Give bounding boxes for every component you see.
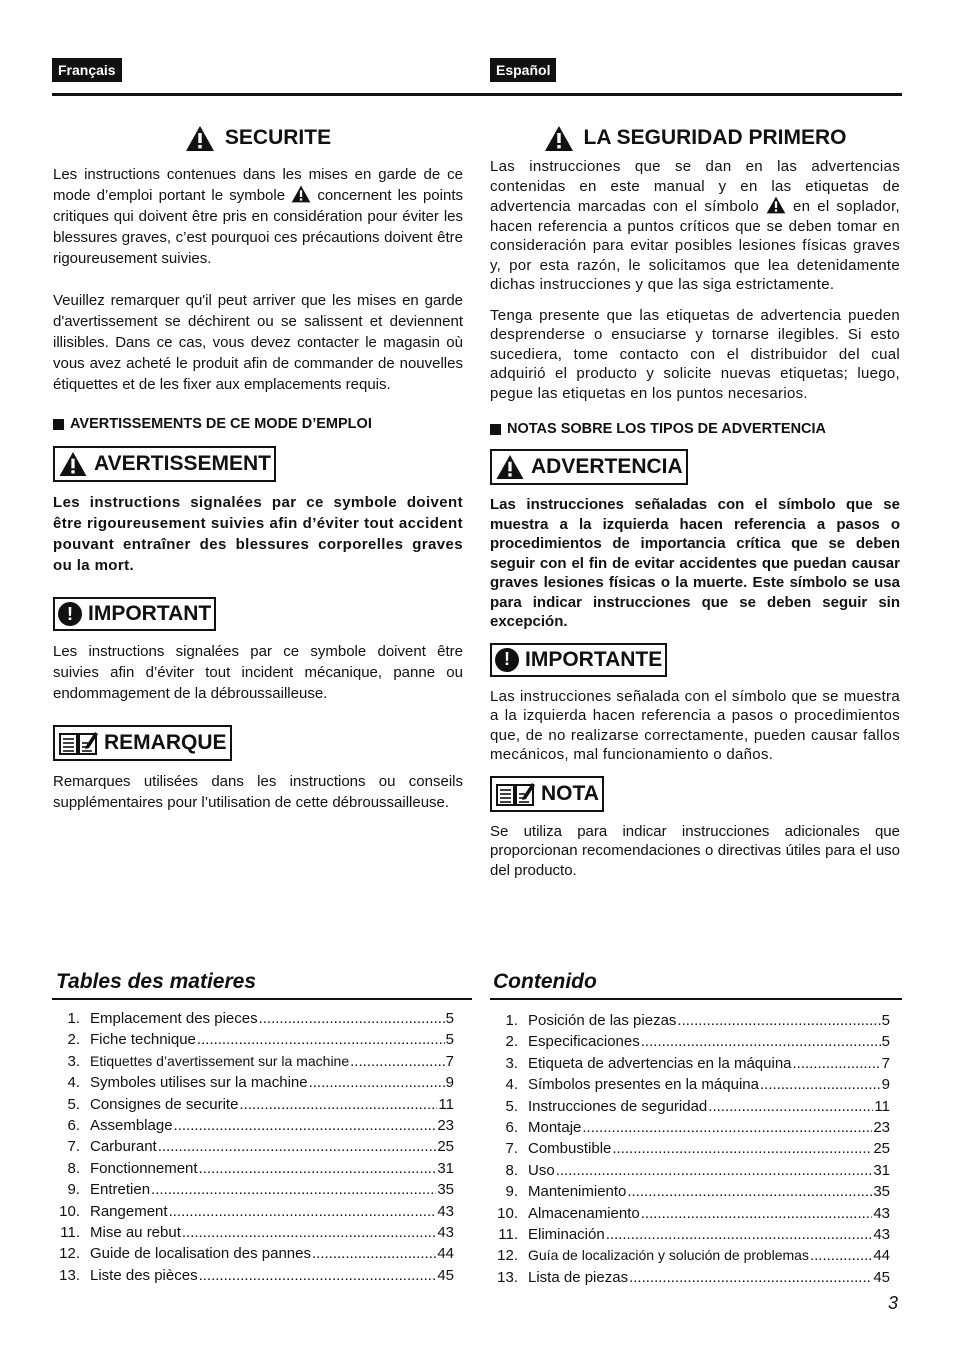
toc-entry-title: Montaje xyxy=(528,1118,582,1136)
intro-text-b: concernent les points critiques qui doivent être pris en considération pour éviter les blessures graves, c’est pourquoi ces précautions doivent être rigoureusement suivies. xyxy=(53,187,463,267)
toc-entry-title: Uso xyxy=(528,1161,555,1179)
toc-entry-leader xyxy=(793,1055,881,1072)
toc-entry-page: 25 xyxy=(437,1138,454,1156)
intro-text-a: Las instrucciones que se dan en las advertencias contenidas en este manual y en las etiquetas de advertencia marcadas con el símbolo xyxy=(490,158,900,215)
toc-entry-leader xyxy=(629,1269,872,1286)
important-label: IMPORTANT xyxy=(88,602,212,625)
spanish-column xyxy=(490,118,900,891)
toc-entry-leader xyxy=(612,1140,872,1157)
labels-paragraph: Veuillez remarquer qu'il peut arriver que les mises en garde d'avertissement se déchirent ou se salissent et deviennent illisibles. Dans ce cas, vous devez contacter le magasin où vous avez acheté le produit afin de commander de nouvelles étiquettes et de les fixer aux emplacements requis. xyxy=(53,292,463,393)
toc-entry-page: 11 xyxy=(438,1095,454,1113)
toc-entry-leader xyxy=(810,1247,872,1264)
french-column xyxy=(53,118,463,834)
exclamation-circle-icon: ! xyxy=(495,648,519,672)
warning-triangle-icon xyxy=(185,125,215,152)
toc-entry-page: 5 xyxy=(445,1031,454,1049)
intro-text-a: Les instructions contenues dans les mises en garde de ce mode d’emploi portant le symbole xyxy=(53,166,463,204)
toc-entry-leader xyxy=(169,1203,437,1220)
toc-entry-leader xyxy=(182,1224,436,1241)
toc-entry-page: 44 xyxy=(437,1245,454,1263)
toc-entry-number: 8. xyxy=(67,1159,80,1177)
toc-entry[interactable] xyxy=(490,1012,890,1033)
toc-entry-page: 5 xyxy=(881,1012,890,1029)
toc-entry-number: 12. xyxy=(59,1245,80,1263)
toc-entry-leader xyxy=(174,1117,437,1134)
toc-entry-number: 1. xyxy=(67,1010,80,1027)
toc-entry-number: 6. xyxy=(67,1116,80,1134)
important-text: Las instrucciones señalada con el símbolo que se muestra a la izquierda hacen referencia a pasos o procedimientos que, de no realizarse correctamente, pueden causar fallos mecánicos, mal funcionamiento o daños. xyxy=(490,687,900,763)
toc-entry-number: 5. xyxy=(67,1095,80,1113)
toc-entry[interactable] xyxy=(52,1224,454,1245)
toc-entry[interactable] xyxy=(52,1031,454,1052)
toc-entry[interactable] xyxy=(52,1010,454,1031)
toc-entry-number: 1. xyxy=(505,1012,518,1029)
toc-entry[interactable] xyxy=(52,1074,454,1095)
toc-entry[interactable] xyxy=(490,1098,890,1119)
intro-text-b: en el soplador, hacen referencia a puntos críticos que se deben tomar en consideración para evitar posibles lesiones físicas graves y, por esta razón, le solicitamos que lea detenidamente dichas instrucciones y que las siga estrictamente. xyxy=(490,198,901,293)
toc-entry-page: 35 xyxy=(437,1181,454,1199)
toc-entry-leader xyxy=(259,1010,445,1027)
toc-entry-title: Liste des pièces xyxy=(90,1266,198,1284)
toc-entry-page: 43 xyxy=(437,1202,454,1220)
toc-entry-number: 9. xyxy=(505,1183,518,1201)
toc-entry[interactable] xyxy=(490,1183,890,1204)
toc-entry-page: 44 xyxy=(873,1247,890,1265)
toc-entry[interactable] xyxy=(52,1160,454,1181)
page-number: 3 xyxy=(888,1293,899,1313)
toc-entry-page: 31 xyxy=(437,1159,454,1177)
toc-entry[interactable] xyxy=(490,1162,890,1183)
toc-entry-number: 12. xyxy=(497,1247,518,1265)
toc-entry-leader xyxy=(309,1074,445,1091)
toc-entry-leader xyxy=(606,1226,873,1243)
warning-label: AVERTISSEMENT xyxy=(94,452,271,475)
important-badge xyxy=(490,643,667,677)
toc-entry-leader xyxy=(641,1033,881,1050)
warning-triangle-icon xyxy=(544,125,574,152)
toc-entry-page: 23 xyxy=(873,1118,890,1136)
toc-entry-page: 35 xyxy=(873,1183,890,1201)
warning-badge xyxy=(490,449,688,485)
toc-entry-title: Fiche technique xyxy=(90,1031,196,1049)
toc-entry[interactable] xyxy=(490,1205,890,1226)
toc-entry-number: 3. xyxy=(67,1052,80,1070)
toc-entry-number: 7. xyxy=(505,1140,518,1158)
toc-entry-page: 45 xyxy=(873,1268,890,1286)
toc-entry-title: Eliminación xyxy=(528,1225,605,1243)
toc-entry[interactable] xyxy=(490,1055,890,1076)
toc-entry-number: 13. xyxy=(497,1268,518,1286)
section-title-text: SECURITE xyxy=(224,126,332,149)
toc-entry-title: Consignes de securite xyxy=(90,1095,239,1113)
note-label: NOTA xyxy=(541,781,599,805)
exclamation-circle-icon: ! xyxy=(58,602,82,626)
toc-entry-title: Especificaciones xyxy=(528,1033,640,1051)
toc-entry-leader xyxy=(197,1031,445,1048)
toc-entry-leader xyxy=(151,1181,436,1198)
toc-entry-number: 10. xyxy=(497,1204,518,1222)
toc-entry-page: 43 xyxy=(873,1225,890,1243)
section-title-es xyxy=(490,118,900,158)
toc-entry-title: Symboles utilises sur la machine xyxy=(90,1074,308,1092)
toc-entry-title: Etiquettes d’avertissement sur la machine xyxy=(90,1052,350,1069)
toc-entry-number: 7. xyxy=(67,1138,80,1156)
section-title-text: LA SEGURIDAD PRIMERO xyxy=(583,126,847,149)
important-badge xyxy=(53,597,216,631)
language-tab-french: Français xyxy=(52,58,122,82)
toc-entry[interactable] xyxy=(52,1117,454,1138)
toc-entry[interactable] xyxy=(52,1245,454,1266)
warning-triangle-icon xyxy=(291,185,311,203)
toc-entry-page: 31 xyxy=(873,1161,890,1179)
toc-entry-title: Rangement xyxy=(90,1202,168,1220)
toc-entry-number: 9. xyxy=(67,1181,80,1199)
toc-entry-number: 6. xyxy=(505,1118,518,1136)
notebook-pencil-icon xyxy=(58,730,98,756)
toc-entry-number: 10. xyxy=(59,1202,80,1220)
toc-entry-leader xyxy=(582,1119,872,1136)
intro-paragraph xyxy=(53,164,463,269)
note-badge xyxy=(490,776,604,812)
toc-entry-title: Instrucciones de seguridad xyxy=(528,1097,708,1115)
subheading-es xyxy=(490,421,900,437)
toc-entry-leader xyxy=(239,1096,437,1113)
toc-entry-leader xyxy=(556,1162,873,1179)
important-label: IMPORTANTE xyxy=(525,647,663,671)
toc-entry-title: Etiqueta de advertencias en la máquina xyxy=(528,1054,792,1072)
note-label: REMARQUE xyxy=(104,731,227,754)
toc-entry[interactable] xyxy=(490,1140,890,1161)
toc-entry-number: 11. xyxy=(60,1223,80,1241)
labels-paragraph: Tenga presente que las etiquetas de advertencia pueden desprenderse o ensuciarse y tornarse ilegibles. Si esto sucediera, tome contacto con el distribuidor del cual adquirió el producto y solicite nuevas etiquetas; luego, pegue las etiquetas en los puntos necesarios. xyxy=(490,306,900,402)
toc-rule-es xyxy=(490,998,902,1000)
toc-entry-page: 9 xyxy=(445,1074,454,1092)
language-tab-spanish: Español xyxy=(490,58,556,82)
toc-entry-title: Símbolos presentes en la máquina xyxy=(528,1076,759,1094)
toc-entry-page: 7 xyxy=(881,1054,890,1072)
warning-triangle-icon xyxy=(495,454,525,480)
toc-entry-title: Mantenimiento xyxy=(528,1183,627,1201)
toc-entry-number: 8. xyxy=(505,1161,518,1179)
toc-entry-title: Assemblage xyxy=(90,1116,173,1134)
toc-entry-page: 9 xyxy=(881,1076,890,1094)
toc-entry-title: Entretien xyxy=(90,1181,151,1199)
toc-title-fr: Tables des matieres xyxy=(56,970,256,993)
toc-entry-number: 3. xyxy=(505,1054,518,1072)
toc-entry[interactable] xyxy=(52,1203,454,1224)
toc-entry[interactable] xyxy=(490,1269,890,1290)
toc-entry[interactable] xyxy=(490,1076,890,1097)
toc-entry-leader xyxy=(760,1076,881,1093)
toc-entry[interactable] xyxy=(490,1247,890,1268)
toc-entry-leader xyxy=(708,1098,873,1115)
toc-entry[interactable] xyxy=(52,1053,454,1074)
toc-entry-leader xyxy=(199,1160,437,1177)
toc-entry[interactable] xyxy=(490,1119,890,1140)
intro-paragraph xyxy=(490,157,900,295)
notebook-pencil-icon xyxy=(495,781,535,807)
square-bullet-icon xyxy=(490,424,501,435)
warning-text: Les instructions signalées par ce symbole doivent être rigoureusement suivies afin d’éviter tout accident pouvant entraîner des blessures corporelles graves ou la mort. xyxy=(53,494,463,574)
section-title-fr xyxy=(53,118,463,158)
subheading-fr xyxy=(53,416,463,432)
warning-badge xyxy=(53,446,276,482)
toc-entry-page: 43 xyxy=(873,1204,890,1222)
toc-entry-page: 23 xyxy=(437,1116,454,1134)
subheading-text: NOTAS SOBRE LOS TIPOS DE ADVERTENCIA xyxy=(507,421,827,437)
warning-text: Las instrucciones señaladas con el símbolo que se muestra a la izquierda hacen referencia a pasos o procedimientos de importancia crítica que se deben seguir con el fin de evitar accidentes que puedan causar graves lesiones físicas o la muerte. Este símbolo se usa para indicar instrucciones que se deben seguir sin excepción. xyxy=(490,496,900,630)
toc-entry-page: 7 xyxy=(445,1052,454,1070)
warning-triangle-icon xyxy=(58,451,88,477)
toc-entry-title: Almacenamiento xyxy=(528,1204,640,1222)
toc-entry-title: Guía de localización y solución de problemas xyxy=(528,1247,809,1264)
toc-entry-number: 2. xyxy=(505,1033,518,1051)
toc-entry-title: Posición de las piezas xyxy=(528,1012,677,1029)
toc-entry-title: Lista de piezas xyxy=(528,1268,629,1286)
toc-entry-leader xyxy=(158,1138,437,1155)
toc-entry-number: 11. xyxy=(498,1225,518,1243)
toc-entry-page: 45 xyxy=(437,1266,454,1284)
toc-entry[interactable] xyxy=(52,1181,454,1202)
toc-entry-page: 11 xyxy=(874,1097,890,1115)
warning-label: ADVERTENCIA xyxy=(531,455,683,478)
toc-entry[interactable] xyxy=(52,1096,454,1117)
note-text: Se utiliza para indicar instrucciones adicionales que proporcionan recomendaciones o directivas útiles para el uso del producto. xyxy=(490,822,900,879)
toc-entry[interactable] xyxy=(490,1033,890,1054)
toc-entry-number: 4. xyxy=(67,1074,80,1092)
toc-entry[interactable] xyxy=(52,1267,454,1288)
toc-entry-leader xyxy=(199,1267,437,1284)
toc-rule-fr xyxy=(52,998,472,1000)
important-text: Les instructions signalées par ce symbole doivent être suivies afin d’éviter tout incident mécanique, panne ou endommagement de la débroussailleuse. xyxy=(53,643,463,702)
toc-entry-title: Combustible xyxy=(528,1140,612,1158)
toc-entry-title: Carburant xyxy=(90,1138,157,1156)
toc-entry[interactable] xyxy=(490,1226,890,1247)
toc-entry[interactable] xyxy=(52,1138,454,1159)
toc-title-es: Contenido xyxy=(493,970,597,993)
toc-entry-leader xyxy=(312,1245,436,1262)
toc-entry-title: Mise au rebut xyxy=(90,1223,181,1241)
toc-entry-number: 4. xyxy=(505,1076,518,1094)
note-text: Remarques utilisées dans les instructions ou conseils supplémentaires pour l’utilisation de cette débroussailleuse. xyxy=(53,773,463,811)
toc-entry-leader xyxy=(627,1183,872,1200)
toc-entry-leader xyxy=(677,1012,880,1029)
note-badge xyxy=(53,725,232,761)
toc-entry-title: Emplacement des pieces xyxy=(90,1010,258,1027)
toc-entry-leader xyxy=(350,1053,445,1070)
header-rule xyxy=(52,93,902,96)
square-bullet-icon xyxy=(53,419,64,430)
toc-entry-page: 25 xyxy=(873,1140,890,1158)
toc-list-es xyxy=(490,1012,890,1290)
toc-entry-leader xyxy=(641,1205,873,1222)
toc-entry-number: 13. xyxy=(59,1266,80,1284)
toc-entry-page: 5 xyxy=(445,1010,454,1027)
toc-entry-title: Guide de localisation des pannes xyxy=(90,1245,311,1263)
toc-entry-page: 43 xyxy=(437,1223,454,1241)
toc-entry-number: 2. xyxy=(67,1031,80,1049)
subheading-text: AVERTISSEMENTS DE CE MODE D’EMPLOI xyxy=(70,416,372,432)
toc-entry-page: 5 xyxy=(881,1033,890,1051)
toc-entry-number: 5. xyxy=(505,1097,518,1115)
toc-list-fr xyxy=(52,1010,454,1288)
toc-entry-title: Fonctionnement xyxy=(90,1159,198,1177)
warning-triangle-icon xyxy=(766,196,786,214)
